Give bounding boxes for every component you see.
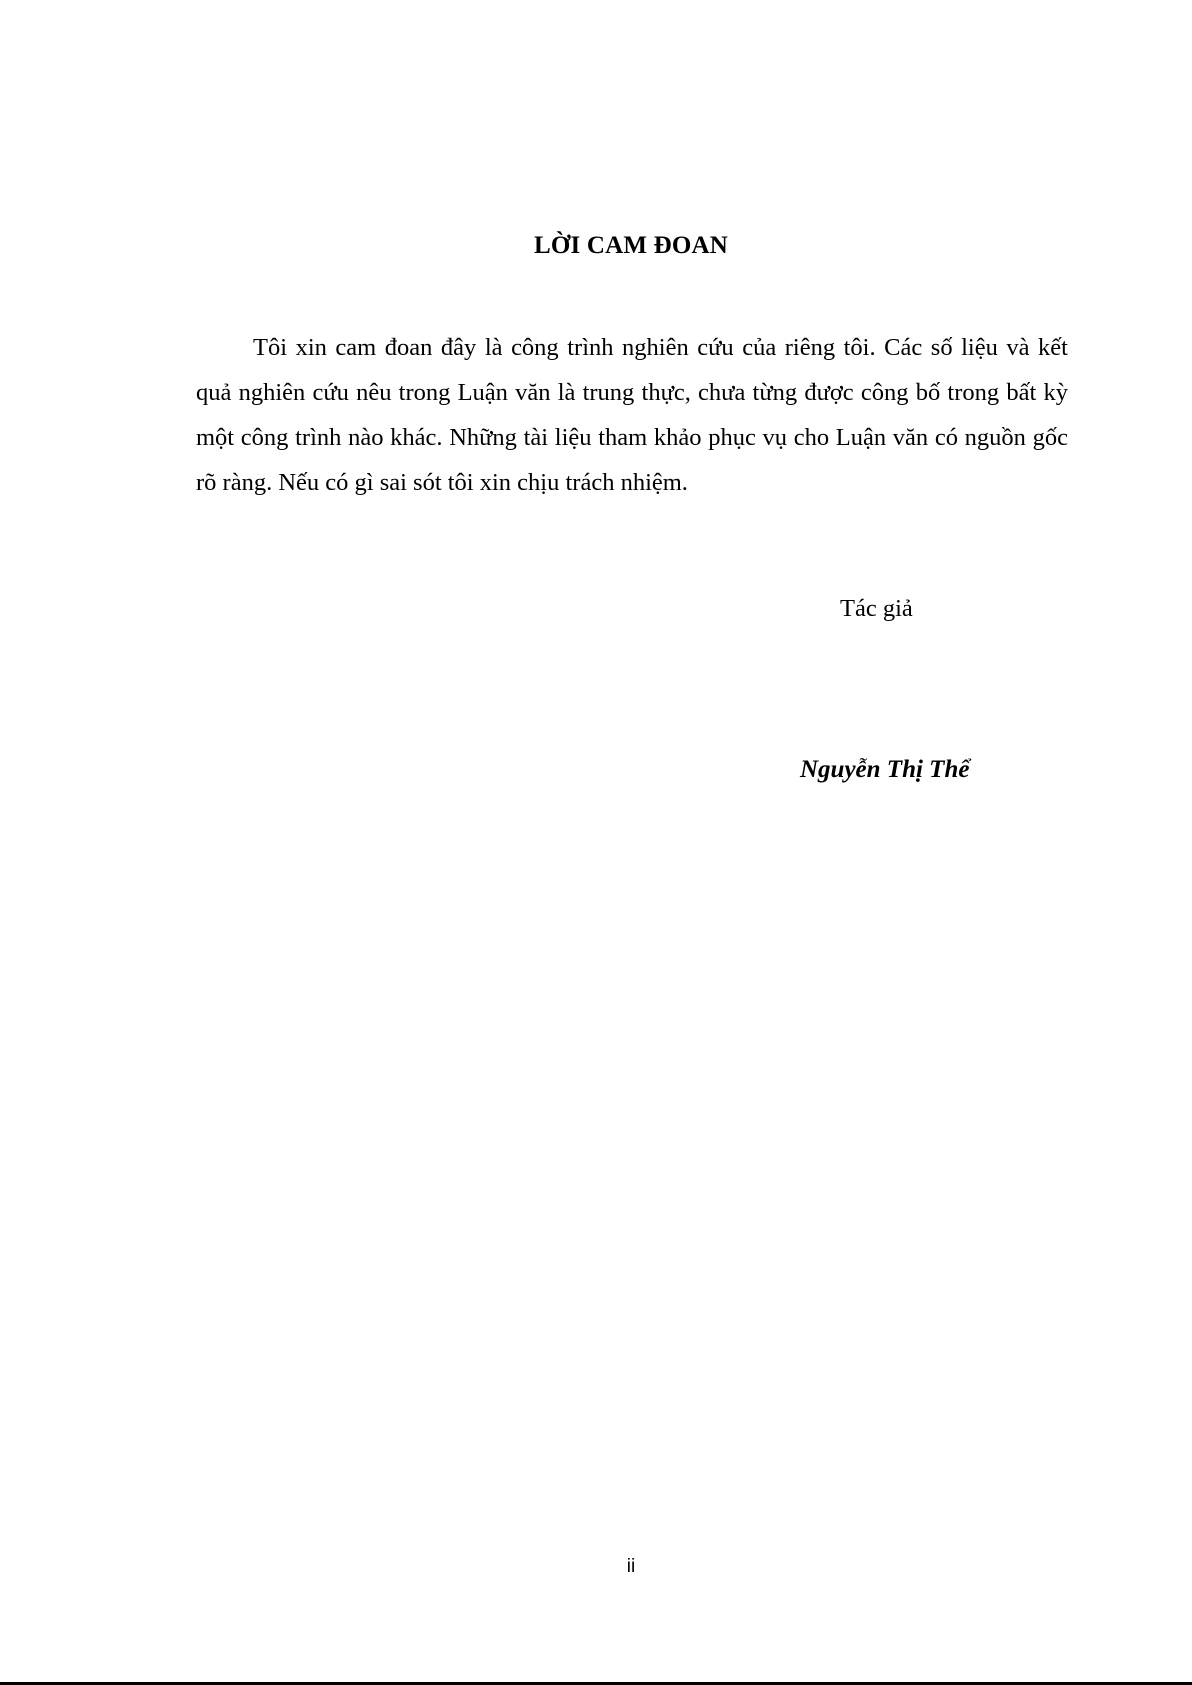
page-number: ii — [626, 1556, 636, 1577]
page-title: LỜI CAM ĐOAN — [533, 232, 729, 259]
author-label: Tác giả — [840, 595, 913, 622]
author-name: Nguyễn Thị Thể — [800, 756, 970, 783]
declaration-paragraph: Tôi xin cam đoan đây là công trình nghiên cứu của riêng tôi. Các số liệu và kết quả nghiên cứu nêu trong Luận văn là trung thực, chưa từng được công bố trong bất kỳ một công trình nào khác. Những tài liệu tham khảo phục vụ cho Luận văn có nguồn gốc rõ ràng. Nếu có gì sai sót tôi xin chịu trách nhiệm. — [196, 334, 1068, 496]
